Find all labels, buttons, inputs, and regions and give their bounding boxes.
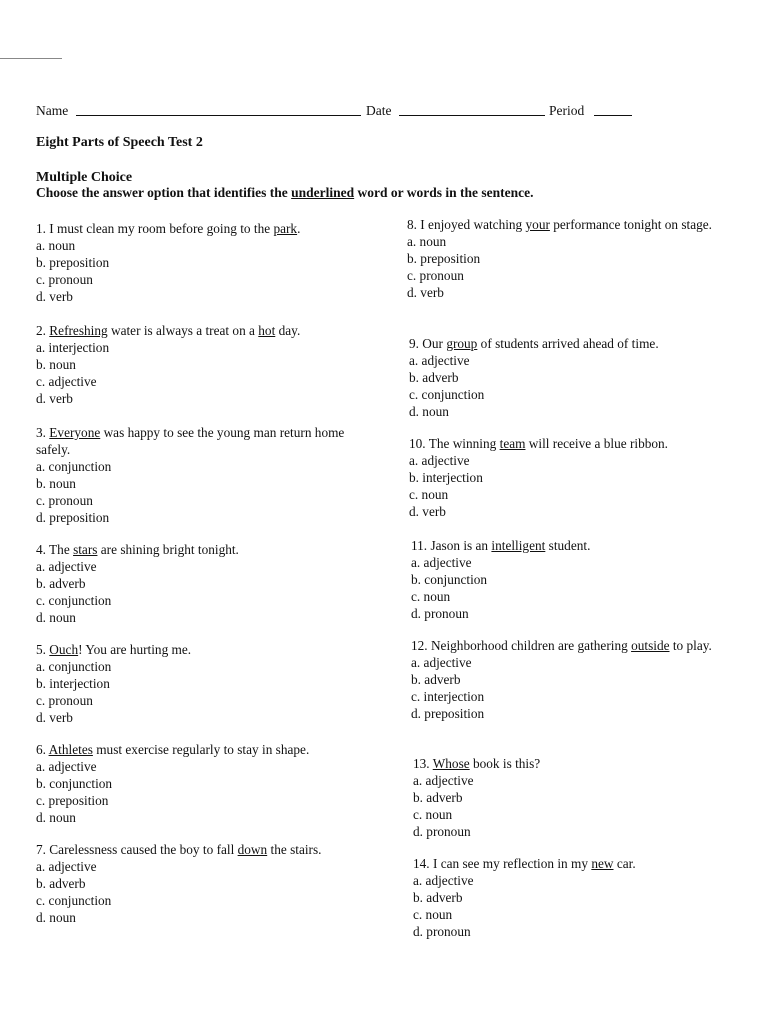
question-text: 11. Jason is an intelligent student. (411, 538, 591, 553)
option-c[interactable]: c. conjunction (409, 387, 485, 402)
option-c[interactable]: c. interjection (411, 689, 485, 704)
question-text: 8. I enjoyed watching your performance tonight on stage. (407, 217, 713, 232)
answer-options (411, 554, 736, 622)
option-a[interactable]: a. noun (36, 238, 76, 253)
option-c[interactable]: c. pronoun (36, 272, 93, 287)
option-d[interactable]: d. noun (36, 810, 76, 825)
section-title: Multiple Choice (36, 170, 133, 185)
name-field[interactable] (76, 115, 361, 116)
option-b[interactable]: b. noun (36, 357, 76, 372)
option-c[interactable]: c. noun (413, 807, 453, 822)
option-b[interactable]: b. adverb (413, 890, 463, 905)
answer-options (36, 339, 366, 407)
answer-options (36, 558, 366, 626)
answer-options (407, 233, 732, 301)
question-text: 12. Neighborhood children are gathering outside to play. (411, 638, 712, 653)
option-d[interactable]: d. verb (36, 391, 73, 406)
answer-options (411, 654, 736, 722)
question-text: 10. The winning team will receive a blue ribbon. (409, 436, 668, 451)
answer-options (36, 658, 366, 726)
option-a[interactable]: a. adjective (413, 873, 474, 888)
question-6 (36, 741, 366, 826)
underlined-word-2: hot (258, 323, 276, 338)
option-c[interactable]: c. noun (409, 487, 449, 502)
option-a[interactable]: a. interjection (36, 340, 110, 355)
instructions-text: Choose the answer option that identifies the (36, 185, 292, 200)
question-5 (36, 641, 366, 726)
option-c[interactable]: c. noun (413, 907, 453, 922)
option-d[interactable]: d. verb (36, 710, 73, 725)
answer-options (409, 452, 734, 520)
option-a[interactable]: a. adjective (36, 559, 97, 574)
option-c[interactable]: c. conjunction (36, 893, 112, 908)
question-text: 13. Whose book is this? (413, 756, 541, 771)
question-11 (411, 537, 736, 622)
underlined-word: intelligent (491, 538, 546, 553)
option-c[interactable]: c. preposition (36, 793, 109, 808)
underlined-word: down (237, 842, 268, 857)
option-b[interactable]: b. interjection (409, 470, 483, 485)
underlined-word: Athletes (48, 742, 93, 757)
option-b[interactable]: b. adverb (36, 876, 86, 891)
question-3 (36, 424, 366, 526)
period-label: Period (549, 103, 585, 118)
question-text: 1. I must clean my room before going to the park. (36, 221, 301, 236)
question-text: 5. Ouch! You are hurting me. (36, 642, 192, 657)
option-d[interactable]: d. pronoun (411, 606, 469, 621)
underlined-word: Ouch (49, 642, 79, 657)
answer-options (413, 872, 733, 940)
answer-options (409, 352, 734, 420)
question-text: 9. Our group of students arrived ahead of time. (409, 336, 659, 351)
date-label: Date (366, 103, 392, 118)
instructions-underlined: underlined (291, 185, 355, 200)
option-d[interactable]: d. verb (36, 289, 73, 304)
student-info-header (36, 100, 656, 120)
option-b[interactable]: b. adverb (411, 672, 461, 687)
option-b[interactable]: b. adverb (36, 576, 86, 591)
option-b[interactable]: b. conjunction (411, 572, 488, 587)
option-c[interactable]: c. adjective (36, 374, 97, 389)
option-d[interactable]: d. preposition (411, 706, 485, 721)
question-text: 7. Carelessness caused the boy to fall down the stairs. (36, 842, 322, 857)
underlined-word: Refreshing (49, 323, 108, 338)
question-1 (36, 220, 366, 305)
test-title: Eight Parts of Speech Test 2 (36, 135, 203, 150)
option-b[interactable]: b. adverb (413, 790, 463, 805)
option-c[interactable]: c. pronoun (36, 493, 93, 508)
option-b[interactable]: b. conjunction (36, 776, 113, 791)
question-2 (36, 322, 366, 407)
option-d[interactable]: d. pronoun (413, 824, 471, 839)
question-text: 6. Athletes must exercise regularly to stay in shape. (36, 742, 310, 757)
answer-options (36, 858, 346, 926)
underlined-word: new (591, 856, 614, 871)
option-a[interactable]: a. adjective (413, 773, 474, 788)
question-7 (36, 841, 346, 926)
option-b[interactable]: b. noun (36, 476, 76, 491)
option-d[interactable]: d. verb (407, 285, 444, 300)
underlined-word: park (273, 221, 298, 236)
option-b[interactable]: b. preposition (407, 251, 481, 266)
option-b[interactable]: b. interjection (36, 676, 110, 691)
answer-options (36, 458, 366, 526)
underlined-word: stars (73, 542, 98, 557)
option-d[interactable]: d. noun (36, 910, 76, 925)
option-a[interactable]: a. adjective (409, 353, 470, 368)
option-d[interactable]: d. noun (36, 610, 76, 625)
underlined-word: Whose (432, 756, 470, 771)
question-text: 4. The stars are shining bright tonight. (36, 542, 239, 557)
option-a[interactable]: a. conjunction (36, 659, 112, 674)
option-a[interactable]: a. noun (407, 234, 447, 249)
instructions (36, 185, 534, 201)
period-field[interactable] (594, 115, 632, 116)
option-d[interactable]: d. pronoun (413, 924, 471, 939)
answer-options (36, 758, 366, 826)
option-c[interactable]: c. pronoun (407, 268, 464, 283)
option-c[interactable]: c. conjunction (36, 593, 112, 608)
option-a[interactable]: a. conjunction (36, 459, 112, 474)
answer-options (413, 772, 733, 840)
option-c[interactable]: c. noun (411, 589, 451, 604)
option-a[interactable]: a. adjective (411, 655, 472, 670)
underlined-word: your (525, 217, 550, 232)
question-14 (413, 855, 733, 940)
option-d[interactable]: d. noun (409, 404, 449, 419)
question-12 (411, 637, 736, 722)
option-a[interactable]: a. adjective (36, 859, 97, 874)
option-a[interactable]: a. adjective (36, 759, 97, 774)
underlined-word: outside (631, 638, 670, 653)
question-text: 2. Refreshing water is always a treat on a hot day. (36, 323, 301, 338)
question-8 (407, 216, 732, 301)
question-13 (413, 755, 733, 840)
option-c[interactable]: c. pronoun (36, 693, 93, 708)
option-b[interactable]: b. preposition (36, 255, 110, 270)
underlined-word: Everyone (49, 425, 101, 440)
option-b[interactable]: b. adverb (409, 370, 459, 385)
name-label: Name (36, 103, 69, 118)
option-a[interactable]: a. adjective (411, 555, 472, 570)
date-field[interactable] (399, 115, 545, 116)
underlined-word: group (446, 336, 478, 351)
question-text: 14. I can see my reflection in my new car. (413, 856, 636, 871)
question-9 (409, 335, 734, 420)
underlined-word: team (499, 436, 526, 451)
question-text: 3. Everyone was happy to see the young man return home safely. (36, 425, 345, 457)
scan-edge-mark (0, 58, 62, 59)
question-10 (409, 435, 734, 520)
instructions-text-end: word or words in the sentence. (354, 185, 534, 200)
option-d[interactable]: d. preposition (36, 510, 110, 525)
answer-options (36, 237, 366, 305)
option-d[interactable]: d. verb (409, 504, 446, 519)
question-4 (36, 541, 366, 626)
option-a[interactable]: a. adjective (409, 453, 470, 468)
